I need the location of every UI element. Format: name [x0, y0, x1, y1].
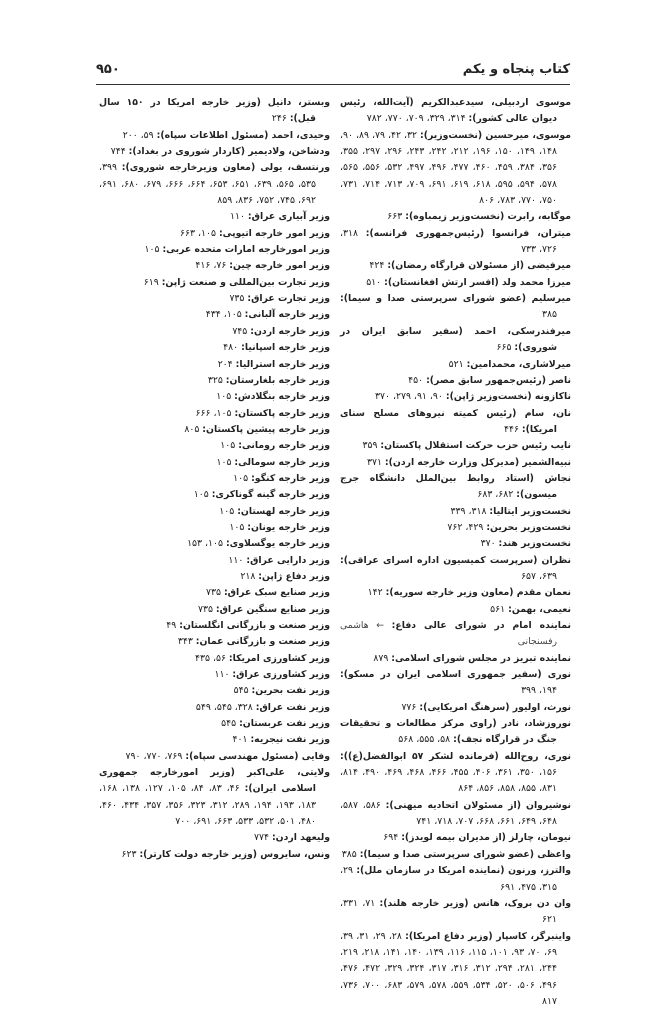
index-entry-name: میرلاشاری، محمدامین: [466, 358, 571, 370]
index-entry-pages: ۵۱۰ [366, 276, 382, 288]
index-entry-name: وزیر خارجه کنگو: [251, 472, 330, 484]
index-entry [340, 389, 571, 405]
index-entry-pages: ۶۸۲، ۶۸۳ [477, 489, 514, 501]
index-entry [99, 602, 330, 618]
index-entry [340, 798, 571, 831]
index-entry-name: نوروزشاد، نادر (راوی مرکز مطالعات و تحقیقات جنگ در قرارگاه نجف): [340, 718, 571, 746]
index-entry-pages: ۴۲۹، ۷۶۲ [447, 521, 484, 533]
index-entry [340, 128, 571, 210]
index-entry-name: نخست‌وزیر ایتالیا: [489, 505, 571, 517]
index-entry [99, 732, 330, 748]
index-entry [99, 749, 330, 765]
index-entry-name: موسوی، میرحسین (نخست‌وزیر): [420, 129, 571, 141]
index-entry [99, 553, 330, 569]
index-entry [340, 651, 571, 667]
index-entry-name: وزیر خارجه یونان: [247, 521, 330, 533]
index-entry-pages: ۱۰۵، ۴۳۴ [205, 309, 242, 321]
index-entry [99, 536, 330, 552]
index-entry [99, 455, 330, 471]
index-entry [99, 95, 330, 128]
index-entry-name: وحیدی، احمد (مسئول اطلاعات سپاه): [156, 129, 330, 141]
index-entry-name: وزیر صنایع سبک عراق: [223, 587, 330, 599]
index-entry-name: واعظی (عضو شورای سرپرستی صدا و سیما): [359, 848, 571, 860]
index-entry [99, 389, 330, 405]
index-entry-name: وزیر خارجه اردن: [250, 325, 330, 337]
index-entry-name: وزیر صنایع سنگین عراق: [215, 603, 330, 615]
index-entry-pages: ۳۱۸، ۳۳۹ [450, 505, 487, 517]
index-entry [99, 291, 330, 307]
index-entry-name: وزیر خارجه لهستان: [237, 505, 330, 517]
index-entry [340, 373, 571, 389]
index-entry [99, 716, 330, 732]
index-entry-pages: ۳۴۳ [177, 636, 193, 648]
index-entry [340, 520, 571, 536]
index-entry-pages: ۴۵۰ [408, 374, 424, 386]
index-entry-pages: ۳۵۹ [362, 440, 378, 452]
index-entry-name: نبیه‌الشمیر (مدیرکل وزارت خارجه اردن): [384, 456, 571, 468]
index-entry [99, 307, 330, 323]
index-entry [340, 438, 571, 454]
index-entry [99, 422, 330, 438]
index-entry [99, 340, 330, 356]
index-entry-pages: ۷۳۵ [206, 587, 221, 599]
index-entry-pages: ۵۸، ۵۵۵، ۵۶۸ [398, 734, 451, 746]
see-reference: ← هاشمی رفسنجانی [340, 620, 557, 648]
index-entry [340, 847, 571, 863]
index-entry [340, 291, 571, 324]
index-entry [99, 487, 330, 503]
index-entry-name: وفایی (مسئول مهندسی سپاه): [185, 750, 330, 762]
index-entry-pages: ۲۹، ۳۱۵، ۴۷۵، ۶۹۱ [340, 865, 557, 893]
index-entry-pages: ۶۳۹، ۶۵۷ [521, 570, 557, 582]
index-entry-name: میرزا محمد ولد (افسر ارتش افغانستان): [384, 276, 571, 288]
index-entry-pages: ۵۹، ۲۰۰ [122, 129, 154, 141]
index-entry-pages: ۶۶۳ [387, 211, 403, 223]
index-entry-name: وان دن بروک، هانس (وزیر خارجه هلند): [379, 897, 571, 909]
index-entry-pages: ۳۲۵ [207, 374, 223, 386]
index-entry-name: وزیر خارجه پیشین پاکستان: [202, 423, 330, 435]
page-number: ۹۵۰ [96, 62, 120, 77]
index-entry-pages: ۷۷۶ [401, 701, 417, 713]
index-entry-pages: ۷۶۹، ۷۷۰، ۷۹۰ [125, 750, 183, 762]
index-entry-name: نایب رئیس حزب حرکت استقلال پاکستان: [380, 440, 571, 452]
index-entry-name: نوری (سفیر جمهوری اسلامی ایران در مسکو): [340, 669, 571, 681]
index-entry-name: وزیر صنعت و بازرگانی عمان: [195, 636, 330, 648]
index-entry-pages: ۱۰۵ [219, 505, 235, 517]
index-entry-pages: ۶۶۵ [496, 342, 512, 354]
index-entry-pages: ۸۷۹ [373, 652, 389, 664]
index-entry-name: ولایتی، علی‌اکبر (وزیر امورخارجه جمهوری اسلامی ایران): [99, 767, 330, 795]
index-entry-name: وزیر دفاع ژاپن: [258, 570, 330, 582]
index-entry-name: میرفندرسکی، احمد (سفیر سابق ایران در شوروی): [340, 325, 571, 354]
index-entry-pages: ۶۲۳ [121, 848, 137, 860]
index-entry-pages: ۵۶۱ [490, 603, 506, 615]
index-entry-pages: ۱۱۰ [228, 554, 244, 566]
index-entry-pages: ۴۲۴ [369, 260, 385, 272]
index-entry-pages: ۱۰۵ [229, 521, 245, 533]
index-entry-pages: ۶۱۹ [143, 276, 159, 288]
index-entry-name: ناکازونه (نخست‌وزیر ژاپن): [445, 391, 571, 403]
index-entry [99, 847, 330, 863]
index-entry-pages: ۳۷۰ [480, 538, 496, 550]
index-entry [99, 765, 330, 830]
index-entry [340, 700, 571, 716]
index-entry [99, 471, 330, 487]
index-entry-pages: ۴۶، ۸۳، ۸۴، ۱۰۵، ۱۲۷، ۱۳۸، ۱۶۸، ۱۸۳، ۱۹۳، ۱۹۴، ۲۸۹، ۳۱۲، ۳۲۳، ۳۵۶، ۳۵۷، ۴۳۴، ۴۶۰، ۴۸۰، ۵۰۱، ۵۳۲، ۵۳۳، ۶۶۳، ۶۹۱، ۷۰۰ [99, 783, 316, 828]
index-entry-pages: ۲۱۸ [240, 570, 256, 582]
index-entry-pages: ۷۳۵ [197, 603, 213, 615]
index-entry [340, 504, 571, 520]
index-entry-name: وزیر خارجه یوگسلاوی: [225, 538, 330, 550]
index-entry-name: وزیر خارجه بلغارستان: [225, 374, 330, 386]
index-entry-pages: ۵۴۵ [221, 718, 237, 730]
index-entry-pages: ۱۱۰ [229, 211, 245, 223]
index-entry [340, 275, 571, 291]
index-entry [99, 700, 330, 716]
index-entry-name: میرفیضی (از مسئولان قرارگاه رمضان): [387, 260, 571, 272]
index-entry [99, 209, 330, 225]
index-entry-name: وزیر کشاورزی امریکا: [228, 652, 330, 664]
index-entry-name: وزیر دارایی عراق: [246, 554, 330, 566]
index-entry-name: وزیر خارجه اسپانیا: [241, 342, 330, 354]
index-entry [340, 209, 571, 225]
index-entry-pages: ۱۰۵، ۱۵۳ [187, 538, 223, 550]
index-entry [340, 226, 571, 259]
index-entry [99, 618, 330, 634]
index-entry [340, 258, 571, 274]
index-entry-pages: ۳۹۹، ۵۳۵، ۵۶۵، ۶۳۹، ۶۵۱، ۶۵۳، ۶۶۴، ۶۶۶، ۶۷۹، ۶۸۰، ۶۹۱، ۶۹۲، ۷۴۵، ۷۵۲، ۸۳۶، ۸۵۹ [99, 162, 316, 207]
index-entry-pages: ۱۰۵ [216, 456, 232, 468]
index-entry [99, 569, 330, 585]
index-entry [99, 226, 330, 242]
index-entry-pages: ۳۱۸، ۷۲۶، ۷۳۳ [340, 227, 557, 256]
index-entry-pages: ۷۶، ۴۱۶ [195, 260, 227, 272]
index-entry [340, 406, 571, 439]
index-entry-pages: ۲۸، ۲۹، ۳۱، ۳۹، ۶۹، ۷۰، ۹۳، ۱۰۱، ۱۱۵، ۱۱۶، ۱۳۹، ۱۴۰، ۱۴۱، ۲۱۸، ۲۱۹، ۲۴۴، ۲۸۱، ۲۹۴، ۳۱۲، ۳۱۶، ۳۱۷، ۳۲۴، ۳۲۹، ۴۷۲، ۴۷۶، ۴۹۶، ۵۰۶، ۵۲۰، ۵۳۴، ۵۵۹، ۵۷۸، ۵۷۹، ۶۸۳، ۷۰۰، ۷۳۶، ۸۱۷ [340, 930, 557, 1007]
index-entry-pages: ۷۷۴ [254, 832, 269, 844]
index-entry-name: نیومان، چارلز (از مدیران بیمه لویدز): [401, 832, 571, 844]
index-entry [340, 585, 571, 601]
index-entry-pages: ۷۳۵ [229, 293, 245, 305]
index-entry-name: وزیر خارجه رومانی: [238, 440, 330, 452]
index-entry [99, 406, 330, 422]
index-entry-name: وزیر نفت بحرین: [251, 685, 330, 697]
index-entry-pages: ۵۲۱ [448, 358, 464, 370]
index-entry-pages: ۱۱۰ [214, 669, 230, 681]
index-entry-pages: ۶۹۴ [383, 832, 399, 844]
index-entry-pages: ۱۰۵ [216, 391, 232, 403]
index-entry-name: نعیمی، بهمن: [508, 603, 571, 615]
index-entry [99, 634, 330, 650]
index-entry-name: ورنتسف، یولی (معاون وزیرخارجه شوروی): [121, 162, 330, 174]
index-entry-name: ناصر (رئیس‌جمهور سابق مصر): [426, 374, 571, 386]
index-entry [340, 602, 571, 618]
index-entry-pages: ۴۰۱ [232, 734, 248, 746]
index-entry-name: وزیر خارجه گینه گوناکری: [211, 489, 330, 501]
index-entry [340, 471, 571, 504]
index-entry-pages: ۱۰۵ [144, 244, 160, 256]
index-entry-pages: ۲۴۶ [271, 113, 287, 125]
index-entry-name: وزیر خارجه سومالی: [234, 456, 330, 468]
index-entry-name: وزیر خارجه استرالیا: [235, 358, 330, 370]
index-entry-pages: ۴۸۰ [223, 342, 239, 354]
index-entry [340, 896, 571, 929]
index-entry-name: نعمان مقدم (معاون وزیر خارجه سوریه): [385, 587, 571, 599]
index-entry-pages: ۱۹۴، ۳۹۹ [521, 685, 557, 697]
index-entry [99, 275, 330, 291]
index-entry [340, 830, 571, 846]
index-entry-name: ونس، سایروس (وزیر خارجه دولت کارتر): [139, 848, 330, 860]
index-entry-name: وبستر، دانیل (وزیر خارجه امریکا در ۱۵۰ سال قبل): [99, 97, 331, 125]
index-entry-pages: ۱۵۶، ۳۵۰، ۳۶۱، ۴۰۶، ۴۵۵، ۴۶۶، ۴۶۸، ۴۶۹، ۴۹۰، ۸۱۴، ۸۳۱، ۸۵۵، ۸۵۸، ۸۵۶، ۸۶۴ [340, 767, 557, 795]
index-column-right [340, 95, 571, 1010]
index-entry-name: وزیر خارجه بنگلادش: [234, 391, 330, 403]
index-entry-pages: ۳۷۱ [366, 456, 382, 468]
index-entry-pages: ۱۰۵، ۶۶۳ [180, 227, 216, 239]
index-entry-name: وزیر کشاورزی عراق: [232, 669, 330, 681]
index-entry-pages: ۳۸۵ [542, 309, 557, 321]
index-entry [99, 667, 330, 683]
index-entry-name: موگابه، رابرت (نخست‌وزیر زیمباوه): [405, 211, 571, 223]
index-entry-pages: ۹۰، ۹۱، ۲۷۹، ۳۷۰ [375, 391, 443, 403]
index-entry [340, 95, 571, 128]
index-entry-pages: ۳۱۴، ۳۲۹، ۷۰۹، ۷۷۰، ۷۸۲ [366, 113, 466, 125]
index-entry [340, 357, 571, 373]
index-entry-pages: ۴۹ [166, 620, 177, 631]
index-entry-name: نان، سام (رئیس کمیته نیروهای مسلح سنای امریکا): [340, 407, 571, 435]
index-entry-name: وزیر نفت نیجریه: [250, 734, 330, 746]
index-entry-name: نوری، روح‌الله (فرمانده لشکر ۵۷ ابوالفضل(ع)): [340, 750, 571, 762]
index-entry-name: وزیر امور خارجه اتیوپی: [218, 227, 330, 239]
index-entry-pages: ۷۴۵ [232, 325, 248, 337]
index-entry [340, 716, 571, 749]
index-entry-name: وزیر صنعت و بازرگانی انگلستان: [179, 620, 330, 631]
index-entry [340, 324, 571, 357]
index-entry-name: موسوی اردبیلی، سیدعبدالکریم (آیت‌الله، رئیس دیوان عالی کشور): [340, 97, 571, 125]
index-entry-pages: ۸۰۵ [184, 423, 200, 435]
index-entry-name: نورث، اولیور (سرهنگ امریکایی): [419, 701, 571, 713]
index-entry [99, 585, 330, 601]
index-entry-pages: ۳۲۸، ۵۴۵، ۵۴۹ [195, 701, 253, 713]
index-entry-pages: ۴۴۶ [503, 423, 519, 435]
index-entry [99, 258, 330, 274]
index-entry-name: ولیعهد اردن: [271, 832, 330, 844]
index-entry-name: وزیر امور خارجه چین: [229, 260, 330, 272]
index-entry-pages: ۱۰۵، ۶۶۶ [195, 407, 232, 419]
index-entry [340, 863, 571, 896]
index-entry [99, 160, 330, 209]
index-entry-pages: ۵۶، ۴۳۵ [195, 652, 226, 664]
index-entry [99, 830, 330, 846]
index-entry [340, 455, 571, 471]
index-entry-name: وزیر خارجه پاکستان: [234, 407, 330, 419]
index-entry [99, 438, 330, 454]
index-entry-pages: ۷۴۴ [110, 146, 126, 158]
index-column-left [99, 95, 330, 863]
index-entry-pages: ۱۰۵ [193, 489, 209, 501]
index-entry-pages: ۵۴۵ [233, 685, 249, 697]
index-entry-name: نجاش (استاد روابط بین‌الملل دانشگاه جرج میسون): [340, 472, 571, 501]
index-entry-pages: ۵۸۶، ۵۸۷، ۶۴۸، ۶۴۹، ۶۶۱، ۶۶۸، ۷۰۷، ۷۱۸، ۷۴۱ [340, 799, 557, 828]
index-entry-name: میرسلیم (عضو شورای سرپرستی صدا و سیما): [340, 293, 571, 305]
index-entry [99, 373, 330, 389]
index-entry-name: وزیر نفت عربستان: [239, 718, 330, 730]
index-entry-name: واینبرگر، کاسپار (وزیر دفاع امریکا): [405, 930, 571, 942]
index-entry-pages: ۱۴۲ [367, 587, 383, 599]
index-entry [99, 651, 330, 667]
index-entry-name: نخست‌وزیر بحرین: [486, 521, 571, 533]
index-entry [99, 683, 330, 699]
index-entry-name: ودشاخن، ولادیمیر (کاردار شوروی در بغداد): [128, 146, 330, 158]
index-entry-name: نخست‌وزیر هند: [498, 538, 571, 550]
index-entry-name: نماینده تبریز در مجلس شورای اسلامی: [391, 652, 571, 664]
index-entry-pages: ۳۲، ۴۲، ۷۹، ۸۹، ۹۰، ۱۴۸، ۱۴۹، ۱۵۰، ۱۹۶، ۲۱۲، ۲۴۲، ۲۴۳، ۲۹۶، ۲۹۷، ۳۵۵، ۳۵۶، ۳۸۴، ۴۵۹، ۴۶۰، ۴۷۷، ۴۹۶، ۴۹۷، ۵۳۲، ۵۵۶، ۵۶۵، ۵۷۸، ۵۹۴، ۵۹۵، ۶۱۸، ۶۱۹، ۶۹۱، ۷۰۹، ۷۱۳، ۷۱۴، ۷۳۱، ۷۵۰، ۷۷۰، ۷۸۳، ۸۰۶ [340, 129, 557, 207]
header-rule [96, 84, 570, 85]
index-entry-pages: ۱۰۵ [220, 440, 236, 452]
index-entry-pages: ۳۸۵ [341, 848, 357, 860]
index-entry [99, 144, 330, 160]
index-entry-name: وزیر امورخارجه امارات متحده عربی: [162, 244, 330, 256]
index-entry [99, 324, 330, 340]
index-entry-name: وزیر تجارت بین‌المللی و صنعت ژاپن: [161, 276, 330, 288]
index-entry [99, 128, 330, 144]
index-entry [340, 536, 571, 552]
index-entry-pages: ۷۱، ۳۳۱، ۶۲۱ [340, 897, 557, 926]
index-entry-name: والترز، ورنون (نماینده امریکا در سازمان ملل): [356, 865, 571, 877]
index-entry-name: وزیر نفت عراق: [255, 701, 330, 713]
page-header [96, 62, 570, 84]
index-entry [99, 504, 330, 520]
index-entry [99, 357, 330, 373]
index-entry-name: وزیر تجارت عراق: [247, 293, 330, 305]
index-entry [99, 520, 330, 536]
index-entry [99, 242, 330, 258]
index-entry [340, 618, 571, 651]
index-entry-name: نماینده امام در شورای عالی دفاع: [391, 620, 571, 631]
book-title: کتاب پنجاه و یکم [462, 62, 570, 77]
index-entry [340, 553, 571, 586]
index-entry [340, 749, 571, 798]
index-entry-name: وزیر خارجه آلبانی: [244, 309, 330, 321]
index-entry-name: نظران (سرپرست کمیسیون اداره اسرای عراقی): [340, 554, 571, 566]
index-entry-name: میتران، فرانسوا (رئیس‌جمهوری فرانسه): [365, 227, 571, 239]
index-entry-name: وزیر آبیاری عراق: [247, 211, 330, 223]
index-entry-pages: ۲۰۴ [217, 358, 233, 370]
index-entry-name: نوشیروان (از مسئولان اتحادیه میهنی): [385, 799, 571, 811]
index-entry-pages: ۱۰۵ [233, 472, 249, 484]
index-entry [340, 667, 571, 700]
